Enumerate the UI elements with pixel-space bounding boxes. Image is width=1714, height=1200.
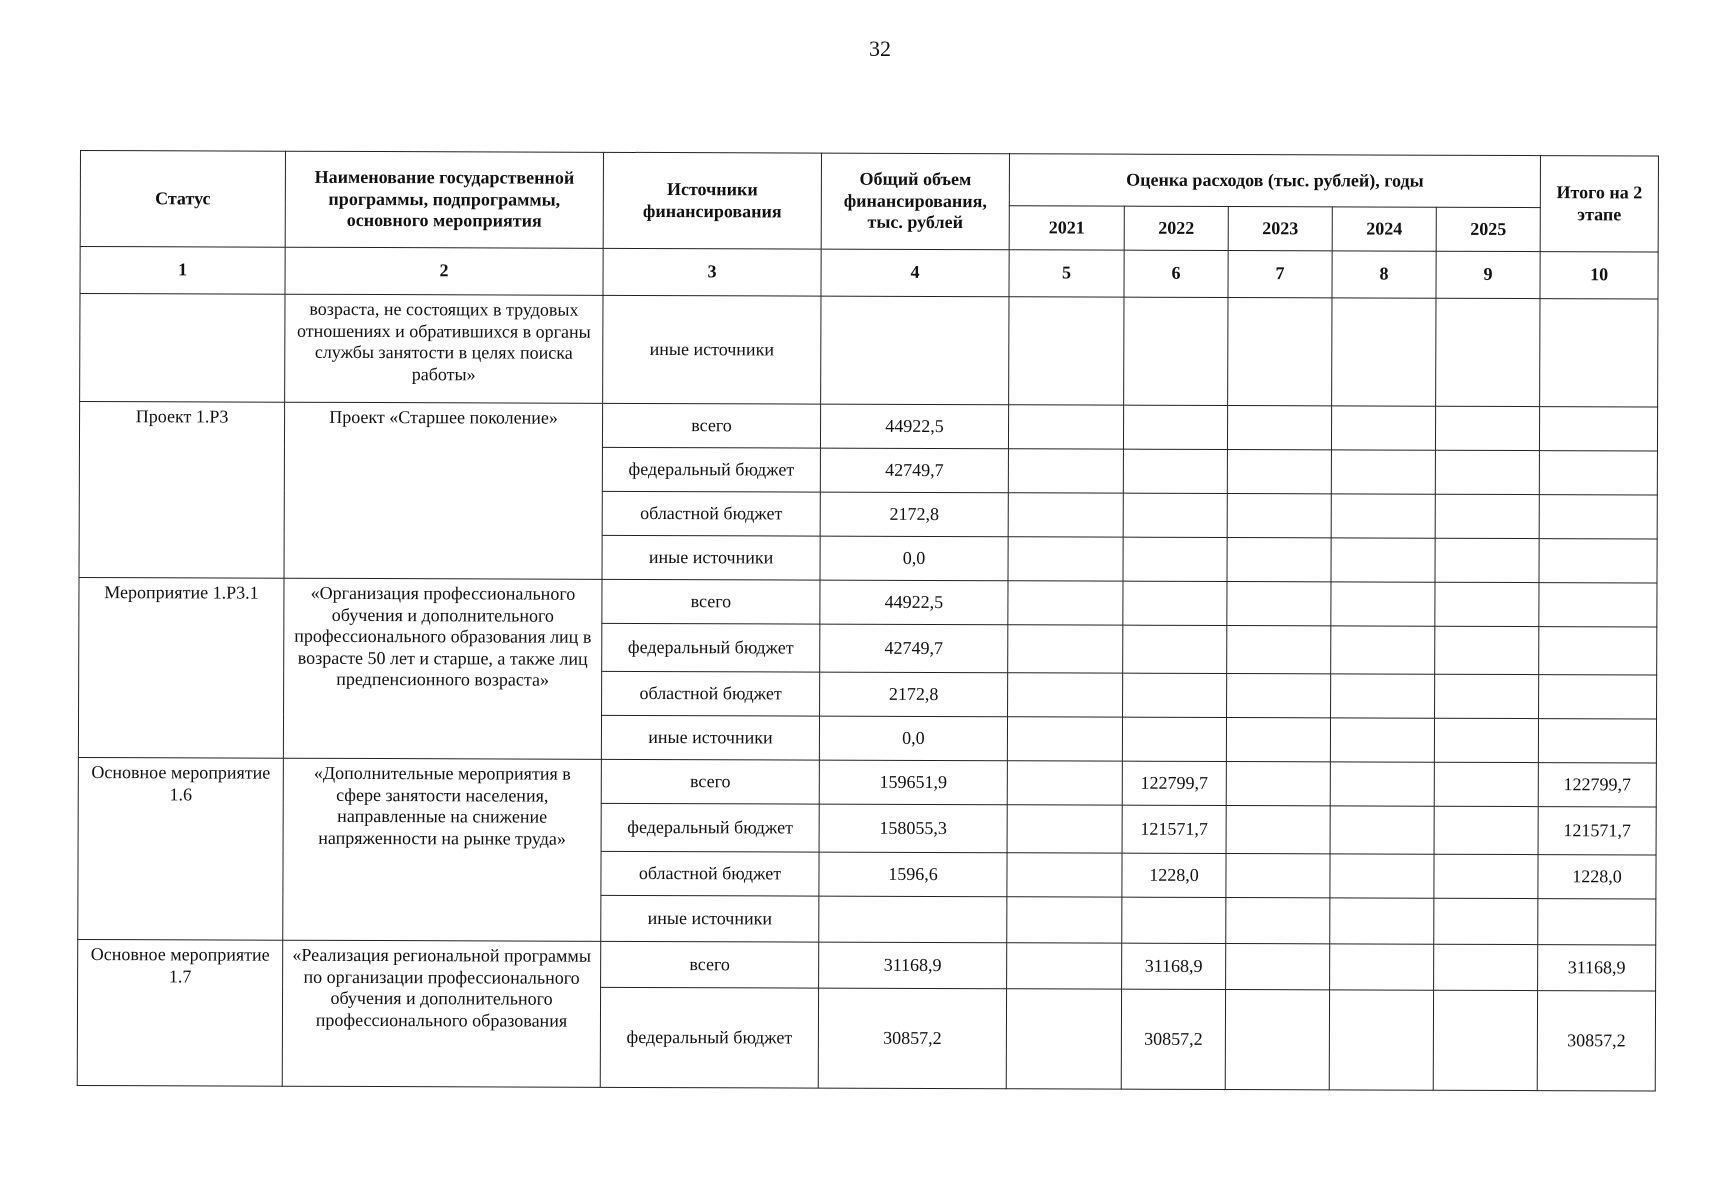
- row-value-2025: [1434, 944, 1538, 990]
- row-source: всего: [601, 941, 819, 988]
- row-stage-total: [1539, 407, 1657, 451]
- row-value-2023: [1227, 494, 1331, 538]
- row-source: областной бюджет: [602, 671, 820, 716]
- row-source: всего: [602, 579, 820, 624]
- row-stage-total: [1539, 583, 1657, 627]
- row-value-2025: [1436, 298, 1540, 406]
- row-value-2022: [1123, 449, 1227, 493]
- table-row: [79, 577, 1657, 627]
- column-number: 9: [1436, 251, 1540, 298]
- row-stage-total: [1538, 719, 1656, 763]
- row-value-2024: [1332, 298, 1436, 406]
- column-number: 1: [80, 247, 285, 295]
- row-status: Основное мероприятие 1.7: [77, 939, 283, 1086]
- row-source: областной бюджет: [602, 491, 820, 536]
- page-number: 32: [869, 36, 891, 61]
- row-value-2023: [1226, 806, 1330, 854]
- table-body: [77, 247, 1658, 1092]
- row-value-2023: [1226, 898, 1330, 944]
- column-number: 7: [1228, 251, 1332, 298]
- column-number: 5: [1009, 250, 1124, 297]
- row-value-2024: [1331, 406, 1435, 450]
- row-total: 44922,5: [820, 404, 1008, 449]
- row-total: 159651,9: [819, 760, 1007, 805]
- row-value-2022: [1122, 897, 1226, 943]
- row-value-2023: [1226, 718, 1330, 762]
- row-status: Основное мероприятие 1.6: [78, 757, 284, 940]
- row-value-2021: [1008, 581, 1123, 625]
- row-value-2025: [1435, 538, 1539, 582]
- table-row: [79, 402, 1657, 452]
- row-value-2025: [1434, 806, 1538, 854]
- header-sources: Источники финансирования: [603, 152, 821, 249]
- row-program-name: «Организация профессионального обучения и дополнительного профессионального образования лиц в возрасте 50 лет и старше, а также лиц предпенсионного возраста»: [283, 578, 602, 759]
- row-value-2025: [1435, 626, 1539, 674]
- row-value-2022: 1228,0: [1122, 853, 1226, 897]
- row-total: 31168,9: [819, 942, 1007, 989]
- row-value-2023: [1227, 450, 1331, 494]
- row-value-2025: [1435, 674, 1539, 718]
- row-source: иные источники: [603, 295, 821, 404]
- row-value-2022: [1123, 581, 1227, 625]
- row-total: 30857,2: [818, 988, 1006, 1089]
- row-total: 158055,3: [819, 804, 1007, 853]
- header-year: 2023: [1228, 207, 1332, 251]
- row-value-2022: [1123, 493, 1227, 537]
- row-stage-total: [1538, 899, 1656, 945]
- row-value-2023: [1227, 406, 1331, 450]
- row-value-2021: [1008, 405, 1123, 449]
- row-value-2022: 30857,2: [1121, 989, 1225, 1089]
- row-stage-total: 122799,7: [1538, 763, 1656, 807]
- row-value-2023: [1226, 762, 1330, 806]
- row-source: федеральный бюджет: [600, 987, 818, 1088]
- column-number: 3: [603, 248, 821, 296]
- row-value-2023: [1225, 990, 1329, 1090]
- row-value-2023: [1227, 674, 1331, 718]
- row-stage-total: [1540, 299, 1658, 407]
- row-value-2022: 121571,7: [1122, 805, 1226, 853]
- row-value-2023: [1227, 626, 1331, 674]
- row-value-2025: [1435, 450, 1539, 494]
- header-year: 2021: [1009, 206, 1124, 250]
- row-value-2021: [1007, 761, 1122, 805]
- row-program-name: возраста, не состоящих в трудовых отношениях и обратившихся в органы службы занятости в целях поиска работы»: [285, 294, 603, 403]
- row-source: федеральный бюджет: [602, 447, 820, 492]
- row-value-2021: [1007, 717, 1122, 761]
- row-total: 2172,8: [820, 672, 1008, 717]
- row-source: иные источники: [602, 535, 820, 580]
- column-number: 10: [1540, 252, 1658, 299]
- row-value-2023: [1228, 298, 1332, 406]
- column-number-row: [80, 247, 1658, 300]
- row-value-2021: [1007, 853, 1122, 897]
- row-source: областной бюджет: [601, 851, 819, 896]
- row-value-2024: [1331, 582, 1435, 626]
- row-value-2023: [1226, 944, 1330, 990]
- row-value-2022: [1123, 673, 1227, 717]
- row-value-2021: [1008, 673, 1123, 717]
- row-stage-total: [1539, 539, 1657, 583]
- row-value-2024: [1330, 718, 1434, 762]
- row-stage-total: 31168,9: [1538, 945, 1656, 991]
- row-total: 2172,8: [820, 492, 1008, 537]
- column-number: 4: [821, 249, 1009, 297]
- row-value-2022: [1124, 297, 1228, 405]
- row-value-2025: [1435, 406, 1539, 450]
- header-estimate: Оценка расходов (тыс. рублей), годы: [1009, 154, 1540, 208]
- row-value-2021: [1007, 897, 1122, 943]
- row-value-2022: [1122, 717, 1226, 761]
- row-status: Мероприятие 1.Р3.1: [78, 577, 284, 758]
- row-total: 42749,7: [820, 448, 1008, 493]
- row-stage-total: [1539, 451, 1657, 495]
- row-value-2022: [1123, 537, 1227, 581]
- header-name: Наименование государственной программы, подпрограммы, основного мероприятия: [285, 151, 603, 248]
- row-total: [819, 896, 1007, 943]
- row-value-2024: [1330, 854, 1434, 898]
- column-number: 8: [1332, 251, 1436, 298]
- row-stage-total: 30857,2: [1537, 991, 1655, 1091]
- row-value-2021: [1008, 493, 1123, 537]
- row-value-2024: [1330, 806, 1434, 854]
- row-total: 44922,5: [820, 580, 1008, 625]
- row-source: федеральный бюджет: [602, 623, 820, 672]
- row-total: 1596,6: [819, 852, 1007, 897]
- row-value-2021: [1007, 805, 1122, 853]
- row-value-2022: 31168,9: [1122, 943, 1226, 989]
- row-value-2022: [1123, 625, 1227, 673]
- header-year: 2024: [1332, 207, 1436, 251]
- row-value-2025: [1435, 582, 1539, 626]
- row-value-2021: [1006, 989, 1121, 1089]
- row-source: всего: [602, 403, 820, 448]
- header-year: 2025: [1436, 207, 1540, 251]
- row-value-2025: [1434, 854, 1538, 898]
- row-value-2025: [1434, 718, 1538, 762]
- row-value-2021: [1009, 297, 1124, 405]
- row-status: [80, 294, 285, 403]
- header-year: 2022: [1124, 206, 1228, 250]
- column-number: 2: [285, 247, 603, 295]
- row-source: всего: [601, 759, 819, 804]
- row-value-2025: [1433, 990, 1537, 1090]
- row-value-2024: [1331, 626, 1435, 674]
- financing-table: [77, 150, 1659, 1092]
- row-stage-total: 1228,0: [1538, 855, 1656, 899]
- header-stage-total: Итого на 2 этапе: [1540, 156, 1658, 252]
- row-total: [821, 296, 1009, 405]
- row-value-2025: [1435, 494, 1539, 538]
- row-stage-total: [1539, 675, 1657, 719]
- row-stage-total: 121571,7: [1538, 807, 1656, 855]
- row-value-2024: [1330, 944, 1434, 990]
- row-program-name: Проект «Старшее поколение»: [284, 402, 603, 579]
- row-total: 42749,7: [820, 624, 1008, 673]
- row-value-2024: [1331, 450, 1435, 494]
- row-value-2021: [1008, 625, 1123, 673]
- row-source: иные источники: [601, 715, 819, 760]
- column-number: 6: [1124, 250, 1228, 297]
- row-value-2024: [1329, 990, 1433, 1090]
- row-source: иные источники: [601, 895, 819, 942]
- row-value-2023: [1226, 854, 1330, 898]
- row-value-2022: [1123, 405, 1227, 449]
- row-value-2024: [1330, 898, 1434, 944]
- header-total: Общий объем финансирования, тыс. рублей: [821, 153, 1009, 250]
- table-row: [78, 757, 1656, 807]
- table-row: [78, 939, 1656, 991]
- table-row: [80, 294, 1658, 408]
- row-value-2022: 122799,7: [1122, 761, 1226, 805]
- row-value-2023: [1227, 538, 1331, 582]
- header-status: Статус: [80, 151, 285, 248]
- row-total: 0,0: [820, 536, 1008, 581]
- row-value-2021: [1008, 449, 1123, 493]
- row-value-2021: [1007, 943, 1122, 989]
- row-value-2025: [1434, 762, 1538, 806]
- row-value-2021: [1008, 537, 1123, 581]
- row-value-2023: [1227, 582, 1331, 626]
- row-program-name: «Дополнительные мероприятия в сфере занятости населения, направленные на снижение напряженности на рынке труда»: [283, 758, 602, 941]
- row-value-2025: [1434, 898, 1538, 944]
- row-program-name: «Реализация региональной программы по организации профессионального обучения и дополнительного профессионального образования: [282, 940, 601, 1087]
- row-value-2024: [1331, 494, 1435, 538]
- row-stage-total: [1539, 495, 1657, 539]
- row-value-2024: [1330, 762, 1434, 806]
- row-source: федеральный бюджет: [601, 803, 819, 852]
- row-value-2024: [1331, 674, 1435, 718]
- row-stage-total: [1539, 627, 1657, 675]
- row-value-2024: [1331, 538, 1435, 582]
- row-total: 0,0: [819, 716, 1007, 761]
- row-status: Проект 1.Р3: [79, 402, 285, 579]
